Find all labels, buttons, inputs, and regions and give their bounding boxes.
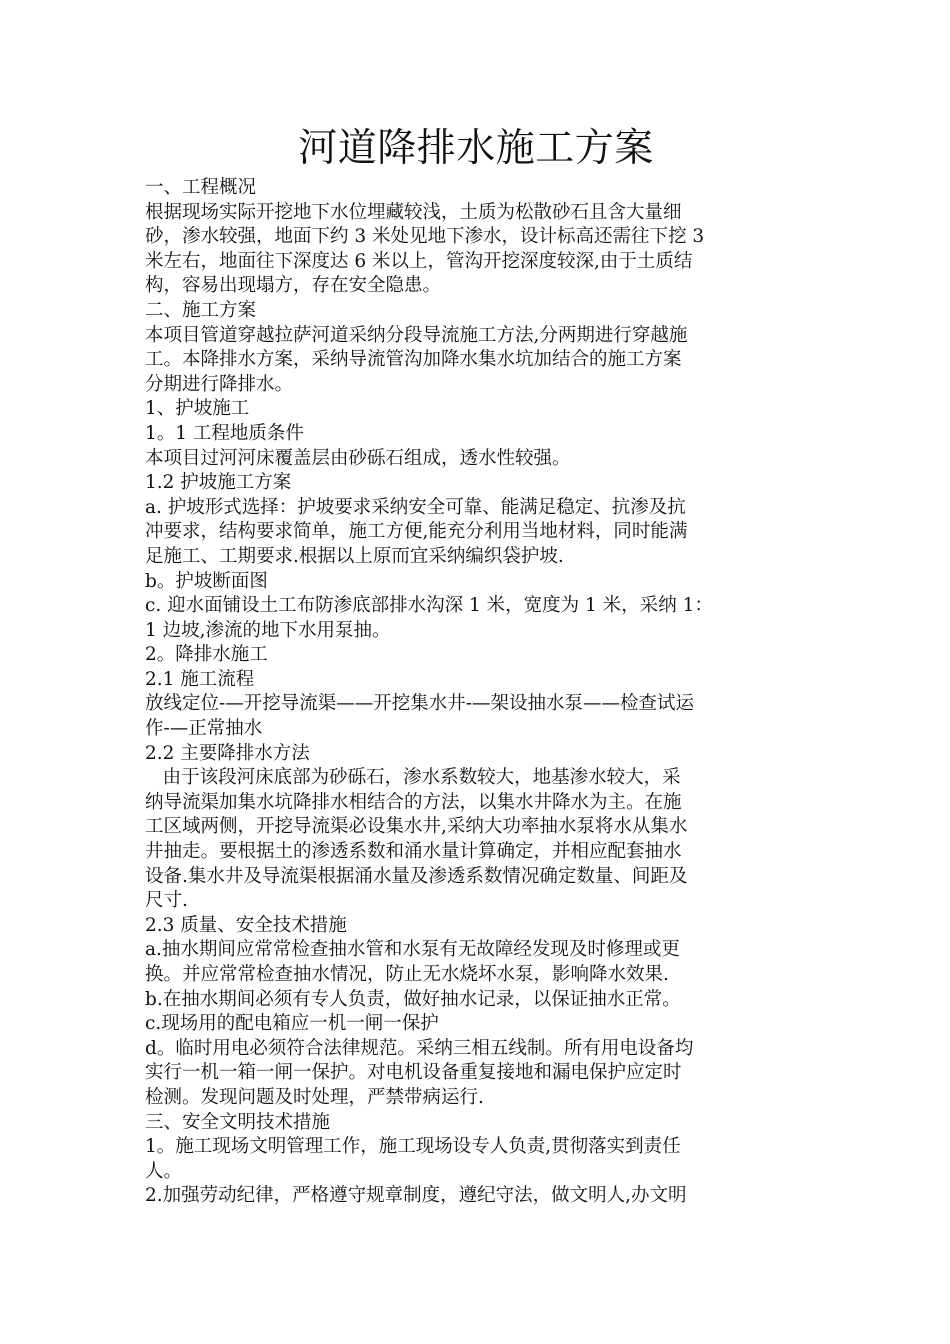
text-line: 2.2 主要降排水方法	[145, 742, 310, 764]
text-line: 1、护坡施工	[145, 398, 250, 420]
text-line: b.在抽水期间必须有专人负责，做好抽水记录，以保证抽水正常。	[145, 988, 681, 1010]
text-line: 1.2 护坡施工方案	[145, 472, 292, 494]
text-line: 2。降排水施工	[145, 644, 268, 666]
text-line: 工。本降排水方案，采纳导流管沟加降水集水坑加结合的施工方案	[145, 349, 682, 371]
text-line: 砂，渗水较强，地面下约 3 米处见地下渗水，设计标高还需往下挖 3	[145, 226, 705, 248]
document-title: 河道降排水施工方案	[298, 126, 654, 171]
text-line: 1 边坡,渗流的地下水用泵抽。	[145, 619, 391, 641]
text-line: 一、工程概况	[145, 177, 257, 198]
text-line: 本项目管道穿越拉萨河道采纳分段导流施工方法,分两期进行穿越施	[145, 324, 688, 346]
text-line: 由于该段河床底部为砂砾石，渗水系数较大，地基渗水较大，采	[145, 767, 681, 789]
text-line: d。临时用电必须符合法律规范。采纳三相五线制。所有用电设备均	[145, 1037, 694, 1059]
document-body	[145, 176, 807, 1209]
text-line: 2.加强劳动纪律，严格遵守规章制度，遵纪守法，做文明人,办文明	[145, 1185, 687, 1207]
text-line: 设备.集水井及导流渠根据涌水量及渗透系数情况确定数量、间距及	[145, 865, 688, 887]
text-line: 纳导流渠加集水坑降排水相结合的方法，以集水井降水为主。在施	[145, 791, 682, 813]
text-line: 根据现场实际开挖地下水位埋藏较浅，土质为松散砂石且含大量细	[145, 201, 682, 223]
text-line: 米左右，地面往下深度达 6 米以上，管沟开挖深度较深,由于土质结	[145, 250, 693, 272]
text-line: 作-—正常抽水	[145, 718, 263, 740]
text-line: b。护坡断面图	[145, 570, 268, 592]
text-line: 人。	[145, 1160, 183, 1182]
text-line: 实行一机一箱一闸一保护。对电机设备重复接地和漏电保护应定时	[145, 1062, 682, 1084]
text-line: c.现场用的配电箱应一机一闸一保护	[145, 1013, 439, 1035]
text-line: 二、施工方案	[145, 299, 257, 321]
text-line: 尺寸.	[145, 890, 188, 912]
text-line: 换。并应常常检查抽水情况，防止无水烧坏水泵，影响降水效果.	[145, 964, 669, 985]
text-line: 2.3 质量、安全技术措施	[145, 914, 347, 936]
text-line: 检测。发现问题及时处理，严禁带病运行.	[145, 1086, 484, 1108]
text-line: 放线定位-—开挖导流渠——开挖集水井-—架设抽水泵——检查试运	[145, 693, 695, 715]
text-line: 构，容易出现塌方，存在安全隐患。	[145, 275, 442, 297]
text-line: a. 护坡形式选择：护坡要求采纳安全可靠、能满足稳定、抗渗及抗	[145, 496, 686, 518]
text-line: 井抽走。要根据土的渗透系数和涌水量计算确定，并相应配套抽水	[145, 841, 682, 863]
text-line: 2.1 施工流程	[145, 668, 255, 690]
document-page	[145, 122, 807, 1209]
text-line: c. 迎水面铺设土工布防渗底部排水沟深 1 米，宽度为 1 米，采纳 1：	[145, 595, 713, 617]
text-line: 1。1 工程地质条件	[145, 422, 304, 444]
text-line: 冲要求，结构要求简单，施工方便,能充分利用当地材料，同时能满	[145, 521, 688, 543]
text-line: 工区域两侧，开挖导流渠必设集水井,采纳大功率抽水泵将水从集水	[145, 816, 688, 838]
text-line: 1。施工现场文明管理工作，施工现场设专人负责,贯彻落实到责任	[145, 1136, 681, 1158]
text-line: 分期进行降排水。	[145, 373, 294, 395]
text-line: a.抽水期间应常常检查抽水管和水泵有无故障经发现及时修理或更	[145, 939, 680, 961]
text-line: 本项目过河河床覆盖层由砂砾石组成，透水性较强。	[145, 447, 571, 469]
text-line: 三、安全文明技术措施	[145, 1111, 331, 1133]
text-line: 足施工、工期要求.根据以上原而宜采纳编织袋护坡.	[145, 545, 564, 567]
